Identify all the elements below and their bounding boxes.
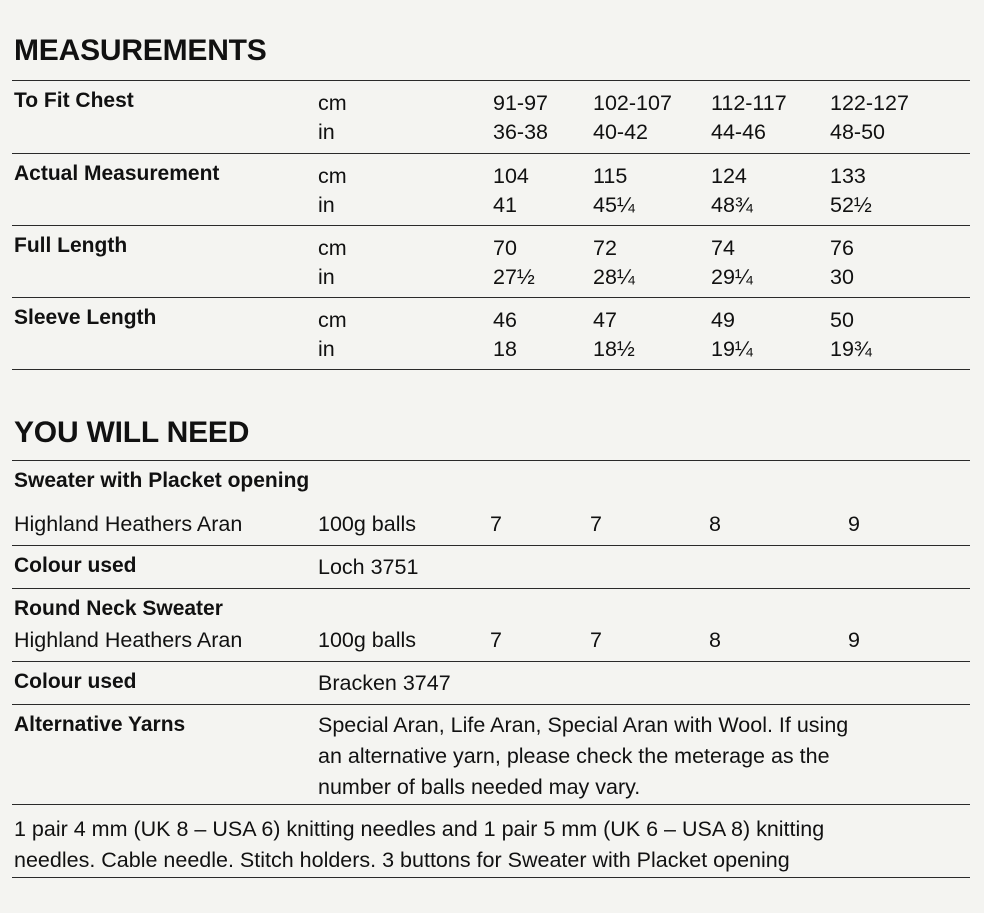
divider <box>12 369 970 370</box>
divider <box>12 545 970 546</box>
text-line: needles. Cable needle. Stitch holders. 3 buttons for Sweater with Placket opening <box>14 848 790 872</box>
value-cell: 102-107 <box>593 91 672 115</box>
value-cell: 74 <box>711 236 735 260</box>
colour-label: Colour used <box>14 554 137 577</box>
qty-cell: 7 <box>590 628 602 652</box>
value-cell: 112-117 <box>711 91 787 115</box>
value-cell: 50 <box>830 308 854 332</box>
colour-value: Bracken 3747 <box>318 671 451 695</box>
yarn-unit: 100g balls <box>318 512 417 536</box>
alternative-yarns-label: Alternative Yarns <box>14 713 186 736</box>
unit-in: in <box>318 193 335 217</box>
you-will-need-heading: YOU WILL NEED <box>14 416 250 449</box>
divider <box>12 704 970 705</box>
yarn-unit: 100g balls <box>318 628 417 652</box>
divider <box>12 661 970 662</box>
value-cell: 72 <box>593 236 617 260</box>
qty-cell: 9 <box>848 628 860 652</box>
text-line: number of balls needed may vary. <box>318 775 641 799</box>
divider <box>12 153 970 154</box>
value-cell: 133 <box>830 164 866 188</box>
qty-cell: 7 <box>490 512 502 536</box>
unit-cm: cm <box>318 164 347 188</box>
yarn-name: Highland Heathers Aran <box>14 512 243 536</box>
section-heading: Sweater with Placket opening <box>14 469 310 492</box>
divider <box>12 297 970 298</box>
value-cell: 47 <box>593 308 617 332</box>
value-cell: 115 <box>593 164 628 188</box>
value-cell: 70 <box>493 236 517 260</box>
value-cell: 41 <box>493 193 517 217</box>
text-line: 1 pair 4 mm (UK 8 – USA 6) knitting needles and 1 pair 5 mm (UK 6 – USA 8) knitting <box>14 817 825 841</box>
section-heading: Round Neck Sweater <box>14 597 223 620</box>
value-cell: 48¾ <box>711 193 753 217</box>
value-cell: 48-50 <box>830 120 885 144</box>
divider <box>12 804 970 805</box>
value-cell: 91-97 <box>493 91 548 115</box>
value-cell: 36-38 <box>493 120 548 144</box>
qty-cell: 8 <box>709 628 721 652</box>
divider <box>12 225 970 226</box>
row-label: To Fit Chest <box>14 89 134 112</box>
yarn-name: Highland Heathers Aran <box>14 628 243 652</box>
value-cell: 44-46 <box>711 120 766 144</box>
qty-cell: 7 <box>590 512 602 536</box>
value-cell: 45¼ <box>593 193 635 217</box>
divider <box>12 588 970 589</box>
qty-cell: 9 <box>848 512 860 536</box>
value-cell: 19¼ <box>711 337 753 361</box>
value-cell: 19¾ <box>830 337 872 361</box>
text-line: an alternative yarn, please check the meterage as the <box>318 744 830 768</box>
colour-value: Loch 3751 <box>318 555 419 579</box>
value-cell: 40-42 <box>593 120 648 144</box>
value-cell: 18 <box>493 337 517 361</box>
qty-cell: 8 <box>709 512 721 536</box>
value-cell: 52½ <box>830 193 872 217</box>
alternative-yarns-text <box>318 710 848 803</box>
value-cell: 49 <box>711 308 735 332</box>
value-cell: 28¼ <box>593 265 635 289</box>
text-line: Special Aran, Life Aran, Special Aran with Wool. If using <box>318 713 849 737</box>
row-label: Sleeve Length <box>14 306 157 329</box>
unit-in: in <box>318 120 335 144</box>
unit-cm: cm <box>318 308 347 332</box>
value-cell: 18½ <box>593 337 635 361</box>
value-cell: 46 <box>493 308 517 332</box>
colour-label: Colour used <box>14 670 137 693</box>
value-cell: 27½ <box>493 265 535 289</box>
divider <box>12 80 970 81</box>
measurements-heading: MEASUREMENTS <box>14 34 267 67</box>
unit-in: in <box>318 265 335 289</box>
value-cell: 122-127 <box>830 91 909 115</box>
divider <box>12 460 970 461</box>
value-cell: 30 <box>830 265 854 289</box>
value-cell: 104 <box>493 164 529 188</box>
value-cell: 124 <box>711 164 747 188</box>
unit-cm: cm <box>318 91 347 115</box>
needles-text <box>14 814 824 876</box>
row-label: Actual Measurement <box>14 162 220 185</box>
row-label: Full Length <box>14 234 128 257</box>
qty-cell: 7 <box>490 628 502 652</box>
value-cell: 29¼ <box>711 265 753 289</box>
unit-in: in <box>318 337 335 361</box>
divider <box>12 877 970 878</box>
unit-cm: cm <box>318 236 347 260</box>
value-cell: 76 <box>830 236 854 260</box>
